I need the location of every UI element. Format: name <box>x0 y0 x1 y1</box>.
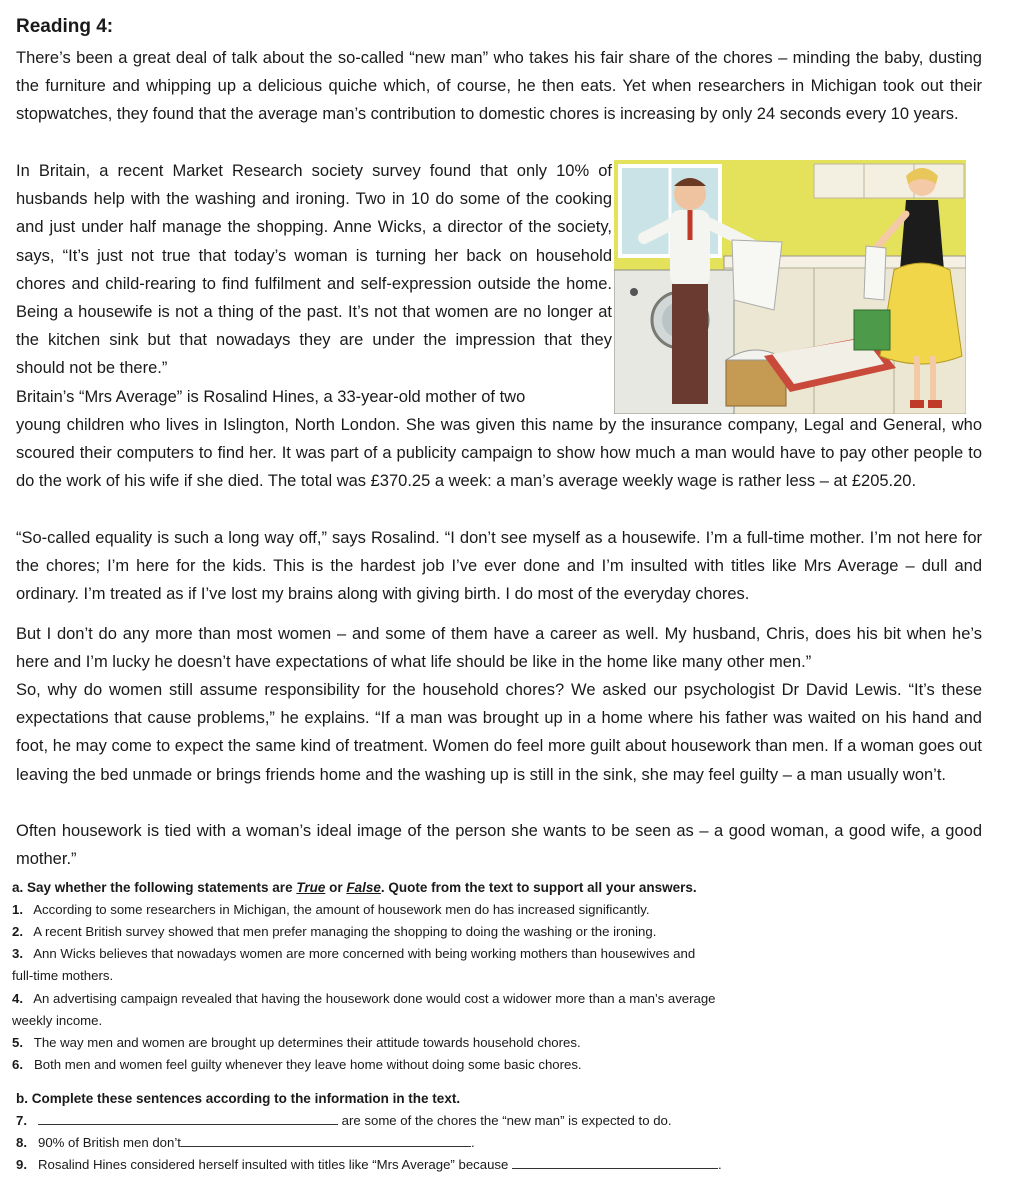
answer-blank-8[interactable] <box>181 1132 471 1147</box>
paragraph-7: Often housework is tied with a woman’s ideal image of the person she wants to be seen as – a good woman, a good wife, a good mother.” <box>16 822 982 869</box>
question-4: 4. An advertising campaign revealed that having the housework done would cost a widower more than a man’s average <box>12 991 716 1006</box>
man-trousers <box>672 284 708 404</box>
question-4-cont: weekly income. <box>12 1013 103 1028</box>
section-b-instructions: b. Complete these sentences according to the information in the text. <box>16 1091 461 1106</box>
question-5: 5. The way men and women are brought up determines their attitude towards household chores. <box>12 1035 581 1050</box>
paragraph-5: But I don’t do any more than most women – and some of them have a career as well. My husband, Chris, does his bit when he’s here and I’m lucky he doesn’t have expectations of what life should be like in the home like many other men.” <box>16 625 982 672</box>
paragraph-3-start: Britain’s “Mrs Average” is Rosalind Hines, a 33-year-old mother of two <box>16 388 526 406</box>
question-6: 6. Both men and women feel guilty whenever they leave home without doing some basic chores. <box>12 1057 582 1072</box>
retro-kitchen-illustration <box>614 160 966 414</box>
paragraph-6: So, why do women still assume responsibility for the household chores? We asked our psychologist Dr David Lewis. “It’s these expectations that cause problems,” he explains. “If a man was brought up in a home where his father was waited on his hand and foot, he may come to expect the same kind of treatment. Women do feel more guilt about housework than men. If a woman goes out leaving the bed unmade or brings friends home and the washing up is still in the sink, she may feel guilty – a man usually won’t. <box>16 681 982 784</box>
question-2: 2. A recent British survey showed that men prefer managing the shopping to doing the washing or the ironing. <box>12 924 657 939</box>
woman-dress <box>900 200 944 270</box>
question-9: 9. Rosalind Hines considered herself insulted with titles like “Mrs Average” because . <box>16 1154 722 1177</box>
answer-blank-7[interactable] <box>38 1110 338 1125</box>
upper-cabinets <box>814 164 964 198</box>
question-1: 1. According to some researchers in Michigan, the amount of housework men do has increased significantly. <box>12 902 650 917</box>
paragraph-3: young children who lives in Islington, North London. She was given this name by the insurance company, Legal and General, who scoured their computers to find her. It was part of a publicity campaign to show how much a man would have to pay other people to do the work of his wife if she died. The total was £370.25 a week: a man’s average weekly wage is rather less – at £205.20. <box>16 416 982 491</box>
answer-blank-9[interactable] <box>512 1154 718 1169</box>
question-3-cont: full-time mothers. <box>12 968 114 983</box>
paragraph-1: There’s been a great deal of talk about the so-called “new man” who takes his fair share of the chores – minding the baby, dusting the furniture and whipping up a delicious quiche which, of course, he then eats. Yet when researchers in Michigan took out their stopwatches, they found that the average man’s contribution to domestic chores is increasing by only 24 seconds every 10 years. <box>16 49 982 124</box>
woman-apron <box>880 263 962 364</box>
paragraph-2: In Britain, a recent Market Research society survey found that only 10% of husbands help with the washing and ironing. Two in 10 do some of the cooking and just under half manage the shopping. Anne Wicks, a director of the society, says, “It’s just not true that today’s woman is turning her back on household chores and child-rearing to find fulfilment and self-expression outside the home. Being a housewife is not a thing of the past. It’s not that women are no longer at the kitchen sink but that nowadays they are under the impression that they should not be there.” <box>16 162 612 378</box>
reading-title: Reading 4: <box>16 16 114 37</box>
question-8: 8. 90% of British men don’t . <box>16 1132 475 1155</box>
question-7: 7. are some of the chores the “new man” is expected to do. <box>16 1110 672 1133</box>
section-a-instructions: a. Say whether the following statements are True or False. Quote from the text to support all your answers. <box>12 880 697 895</box>
paragraph-4: “So-called equality is such a long way off,” says Rosalind. “I don’t see myself as a housewife. I’m a full-time mother. I’m not here for the chores; I’m here for the kids. This is the hardest job I’ve ever done and I’m insulted with titles like Mrs Average – dull and ordinary. I’m treated as if I’ve lost my brains along with giving birth. I do most of the everyday chores. <box>16 529 982 604</box>
question-3: 3. Ann Wicks believes that nowadays women are more concerned with being working mothers than housewives and <box>12 946 696 961</box>
